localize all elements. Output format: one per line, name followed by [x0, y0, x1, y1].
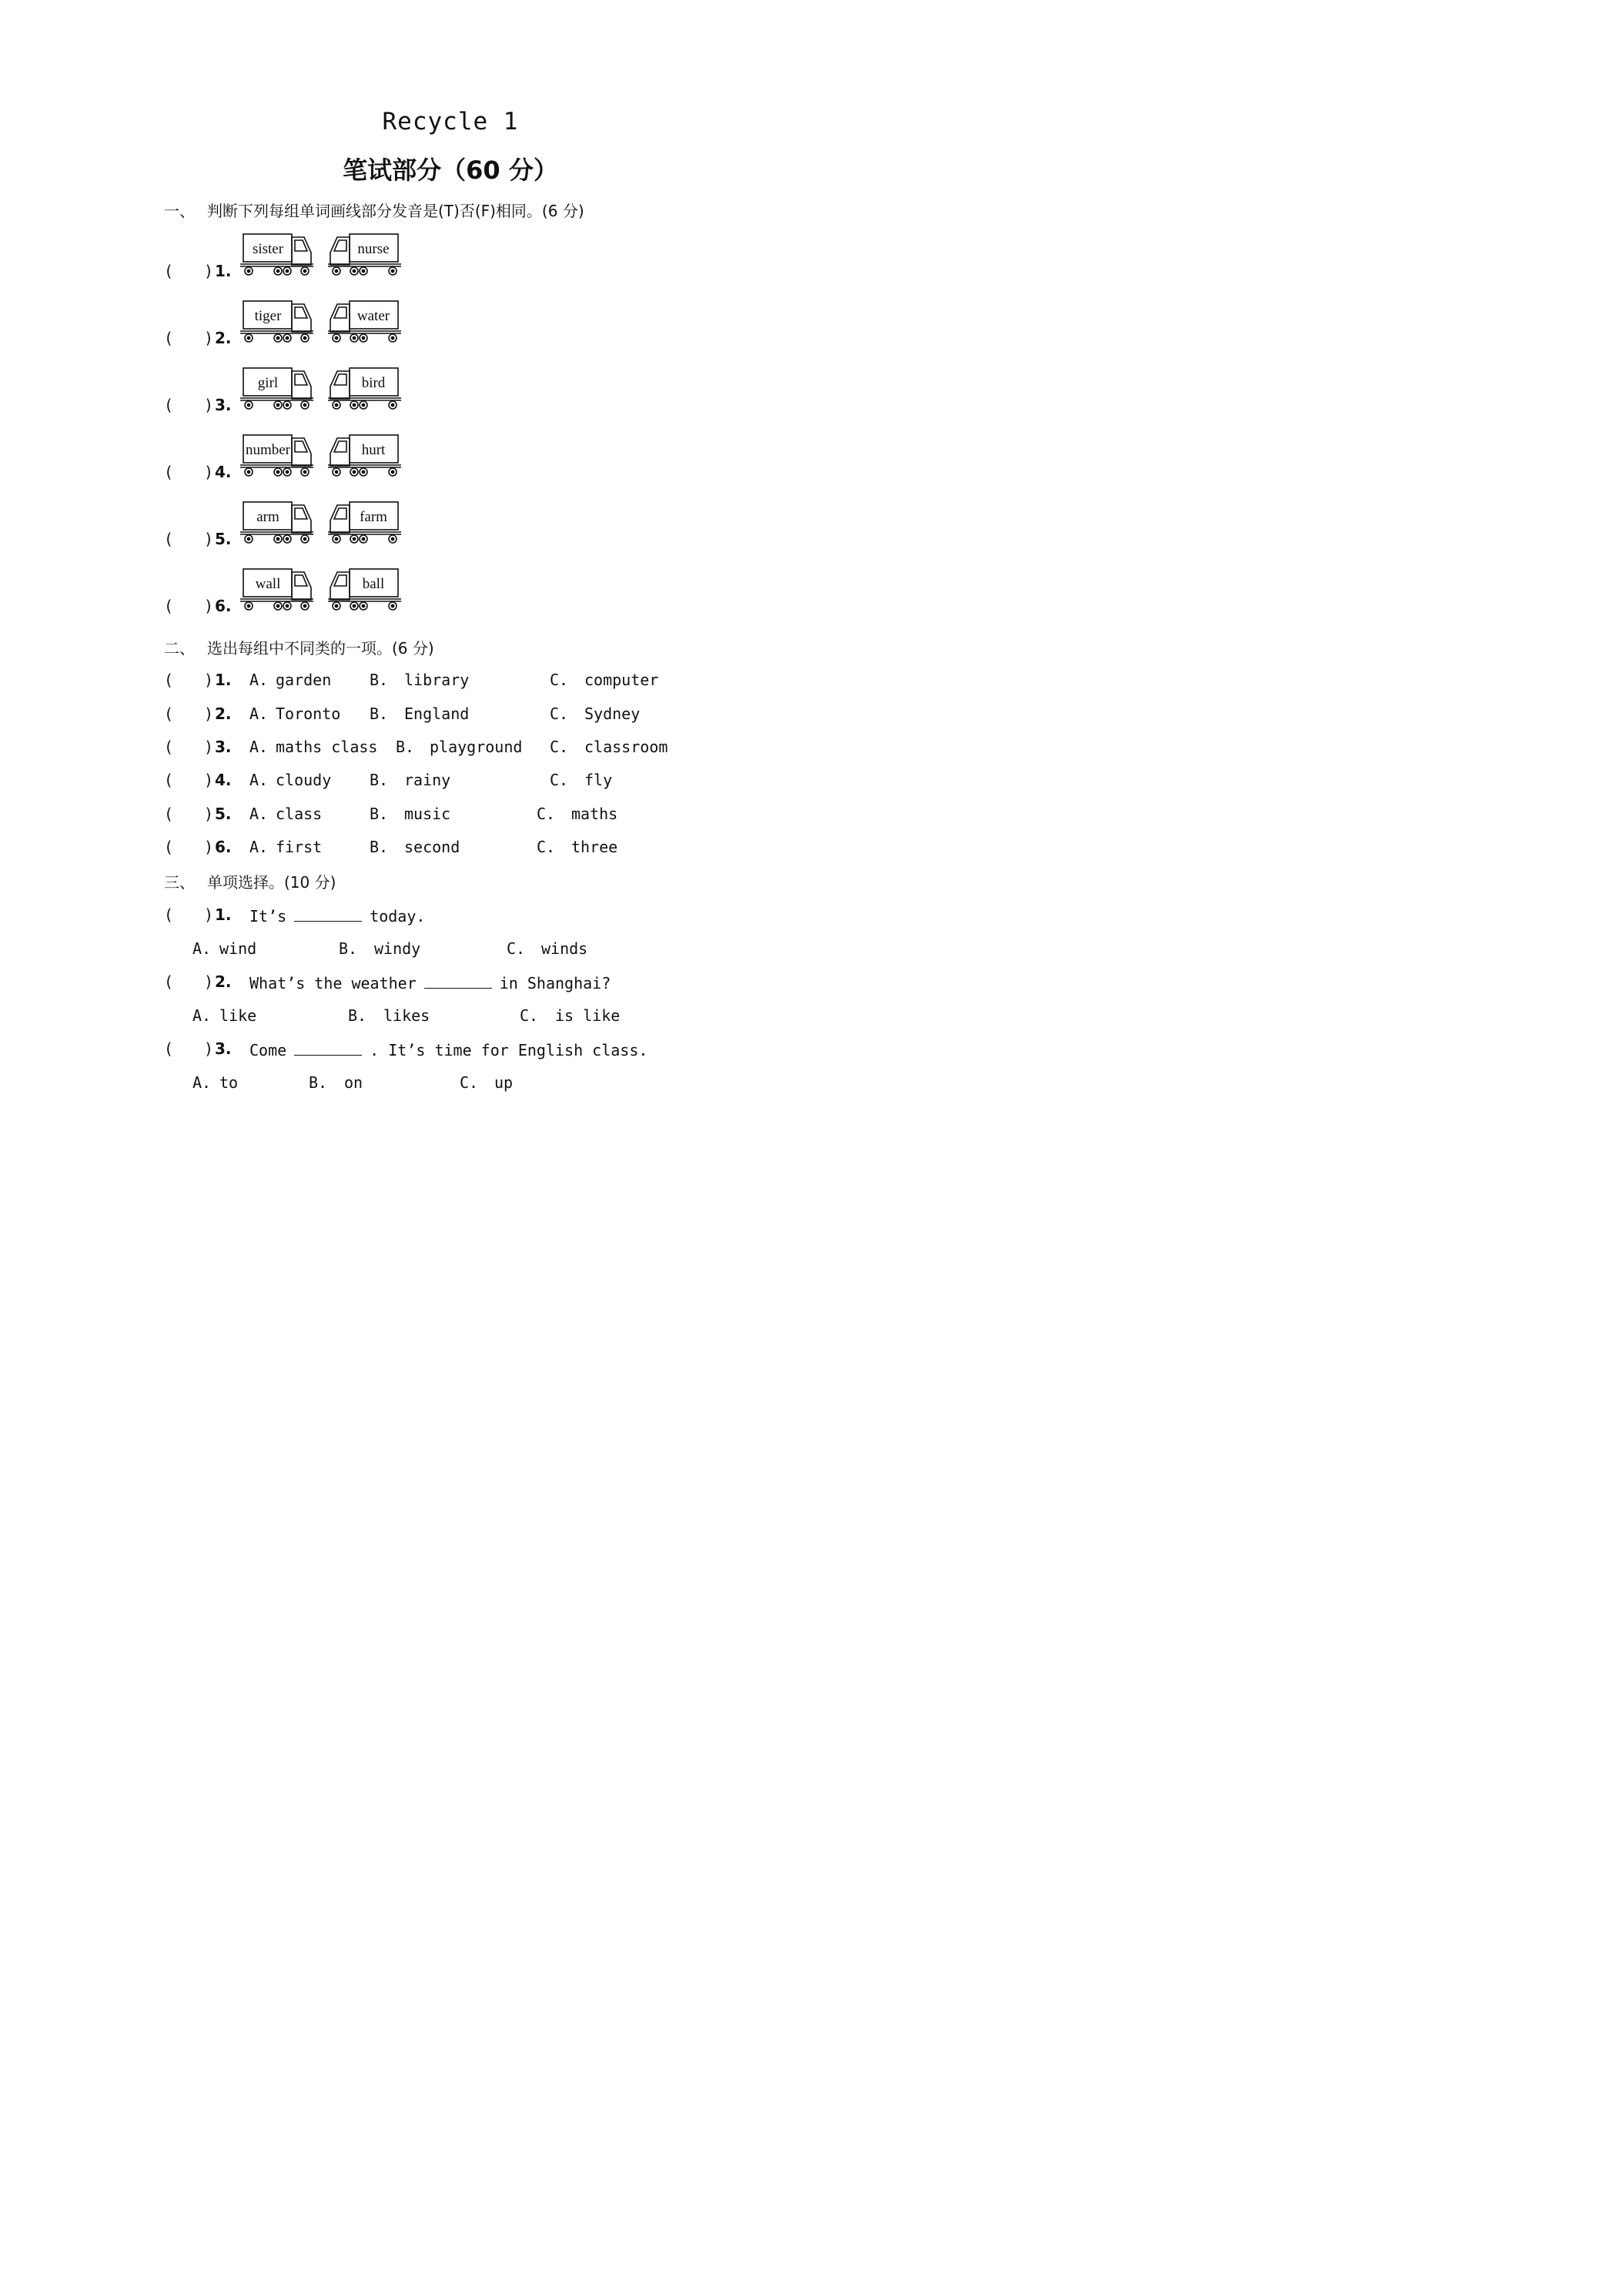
option-text: class	[276, 805, 323, 823]
answer-blank[interactable]	[294, 1039, 362, 1056]
section-instruction: 单项选择。(10 分)	[207, 873, 336, 892]
question-number: 3.	[215, 738, 232, 756]
worksheet-page	[0, 0, 847, 1198]
answer-paren-close: )	[204, 771, 214, 789]
stem-text: What’s the weather	[249, 974, 417, 992]
option-letter: C.	[460, 1073, 479, 1092]
question-number: 3.	[215, 1039, 232, 1058]
option-text: winds	[541, 939, 588, 958]
section-instruction: 判断下列每组单词画线部分发音是(T)否(F)相同。(6 分)	[207, 202, 584, 220]
question-number: 6.	[215, 597, 232, 615]
option-text: like	[219, 1006, 257, 1025]
truck-word-1: arm	[256, 509, 279, 525]
option-letter: A.	[249, 771, 269, 789]
option-text: maths	[571, 805, 618, 823]
answer-paren-open[interactable]: (	[164, 671, 174, 689]
answer-paren-close: )	[204, 905, 214, 924]
question-number: 3.	[215, 396, 232, 414]
section-3-heading	[164, 870, 336, 892]
option-letter: B.	[370, 771, 389, 789]
truck-word-1: sister	[252, 241, 284, 257]
question-number: 1.	[215, 671, 232, 689]
answer-paren-open[interactable]: (	[164, 838, 174, 856]
answer-paren-open[interactable]: (	[164, 771, 174, 789]
option-letter: A.	[249, 838, 269, 856]
option-letter: C.	[550, 738, 569, 756]
option-letter: A.	[192, 939, 212, 958]
question-number: 1.	[215, 905, 232, 924]
answer-paren-close: )	[204, 530, 214, 548]
option-letter: C.	[507, 939, 526, 958]
option-letter: A.	[249, 738, 269, 756]
answer-paren-open[interactable]: (	[164, 805, 174, 823]
option-letter: C.	[550, 671, 569, 689]
question-number: 4.	[215, 771, 232, 789]
option-text: cloudy	[276, 771, 332, 789]
truck-icon	[239, 433, 316, 480]
answer-paren-close: )	[204, 972, 214, 991]
truck-word-2: ball	[362, 576, 385, 592]
truck-icon	[325, 433, 402, 480]
answer-paren-close: )	[204, 738, 214, 756]
truck-icon	[239, 300, 316, 346]
option-text: three	[571, 838, 618, 856]
question-number: 5.	[215, 805, 232, 823]
answer-paren-open[interactable]: (	[164, 972, 174, 991]
stem-text: Come	[249, 1041, 287, 1059]
question-stem	[249, 905, 425, 925]
option-text: is like	[555, 1006, 621, 1025]
stem-text: today.	[370, 907, 426, 925]
section-number: 一、	[164, 202, 195, 220]
truck-icon	[325, 500, 402, 547]
truck-word-1: tiger	[254, 308, 282, 324]
option-text: music	[404, 805, 451, 823]
answer-paren-close: )	[204, 597, 214, 615]
answer-paren-open[interactable]: (	[164, 905, 174, 924]
option-text: garden	[276, 671, 332, 689]
question-number: 2.	[215, 705, 232, 723]
option-letter: B.	[370, 705, 389, 723]
option-text: Toronto	[276, 705, 341, 723]
section-instruction: 选出每组中不同类的一项。(6 分)	[207, 639, 434, 658]
question-stem	[249, 972, 611, 992]
option-text: wind	[219, 939, 257, 958]
question-number: 2.	[215, 329, 232, 347]
answer-paren-open[interactable]: (	[164, 597, 174, 615]
option-text: fly	[584, 771, 613, 789]
section-1-heading	[164, 199, 584, 221]
truck-icon	[325, 567, 402, 614]
answer-paren-close: )	[204, 463, 214, 481]
answer-paren-open[interactable]: (	[164, 705, 174, 723]
option-letter: A.	[249, 705, 269, 723]
section-number: 二、	[164, 639, 195, 658]
question-number: 1.	[215, 262, 232, 280]
answer-paren-open[interactable]: (	[164, 463, 174, 481]
answer-paren-open[interactable]: (	[164, 329, 174, 347]
answer-paren-close: )	[204, 838, 214, 856]
truck-icon	[239, 500, 316, 547]
answer-paren-close: )	[204, 262, 214, 280]
option-text: maths class	[276, 738, 378, 756]
question-number: 2.	[215, 972, 232, 991]
truck-icon	[325, 233, 402, 279]
truck-icon	[325, 366, 402, 413]
page-subtitle: 笔试部分（60 分）	[343, 156, 558, 185]
answer-blank[interactable]	[294, 905, 362, 922]
option-letter: B.	[309, 1073, 328, 1092]
option-letter: B.	[370, 671, 389, 689]
option-text: up	[494, 1073, 514, 1092]
truck-word-2: water	[356, 308, 390, 324]
option-text: Sydney	[584, 705, 641, 723]
truck-word-2: farm	[360, 509, 387, 525]
answer-paren-close: )	[204, 671, 214, 689]
stem-text: It’s	[249, 907, 287, 925]
question-number: 4.	[215, 463, 232, 481]
option-letter: B.	[370, 838, 389, 856]
answer-paren-open[interactable]: (	[164, 530, 174, 548]
option-text: windy	[374, 939, 421, 958]
truck-icon	[239, 233, 316, 279]
option-letter: A.	[249, 671, 269, 689]
option-text: classroom	[584, 738, 668, 756]
answer-paren-close: )	[204, 805, 214, 823]
option-letter: B.	[396, 738, 415, 756]
option-letter: C.	[537, 838, 556, 856]
option-letter: B.	[348, 1006, 367, 1025]
truck-word-2: bird	[361, 375, 386, 391]
truck-icon	[239, 366, 316, 413]
option-text: computer	[584, 671, 659, 689]
answer-paren-close: )	[204, 396, 214, 414]
option-text: library	[404, 671, 470, 689]
option-letter: C.	[550, 705, 569, 723]
answer-paren-open[interactable]: (	[164, 1039, 174, 1058]
option-text: likes	[383, 1006, 430, 1025]
option-letter: C.	[520, 1006, 539, 1025]
option-text: on	[344, 1073, 363, 1092]
question-stem	[249, 1039, 648, 1059]
answer-blank[interactable]	[424, 972, 492, 989]
option-letter: C.	[550, 771, 569, 789]
option-text: playground	[430, 738, 523, 756]
option-text: to	[219, 1073, 239, 1092]
question-number: 6.	[215, 838, 232, 856]
truck-word-1: girl	[257, 375, 279, 391]
stem-text: . It’s time for English class.	[370, 1041, 648, 1059]
option-letter: A.	[249, 805, 269, 823]
section-2-heading	[164, 636, 434, 658]
option-letter: A.	[192, 1073, 212, 1092]
stem-text: in Shanghai?	[499, 974, 611, 992]
answer-paren-open[interactable]: (	[164, 262, 174, 280]
truck-word-1: number	[245, 442, 291, 458]
page-title: Recycle 1	[382, 108, 519, 136]
option-letter: A.	[192, 1006, 212, 1025]
option-text: first	[276, 838, 323, 856]
truck-word-2: nurse	[357, 241, 390, 257]
truck-word-1: wall	[255, 576, 281, 592]
truck-icon	[239, 567, 316, 614]
answer-paren-close: )	[204, 1039, 214, 1058]
option-text: England	[404, 705, 470, 723]
truck-icon	[325, 300, 402, 346]
option-letter: C.	[537, 805, 556, 823]
question-number: 5.	[215, 530, 232, 548]
option-text: rainy	[404, 771, 451, 789]
truck-word-2: hurt	[361, 442, 386, 458]
answer-paren-close: )	[204, 705, 214, 723]
answer-paren-open[interactable]: (	[164, 738, 174, 756]
answer-paren-open[interactable]: (	[164, 396, 174, 414]
option-text: second	[404, 838, 460, 856]
option-letter: B.	[339, 939, 358, 958]
option-letter: B.	[370, 805, 389, 823]
answer-paren-close: )	[204, 329, 214, 347]
section-number: 三、	[164, 873, 195, 892]
